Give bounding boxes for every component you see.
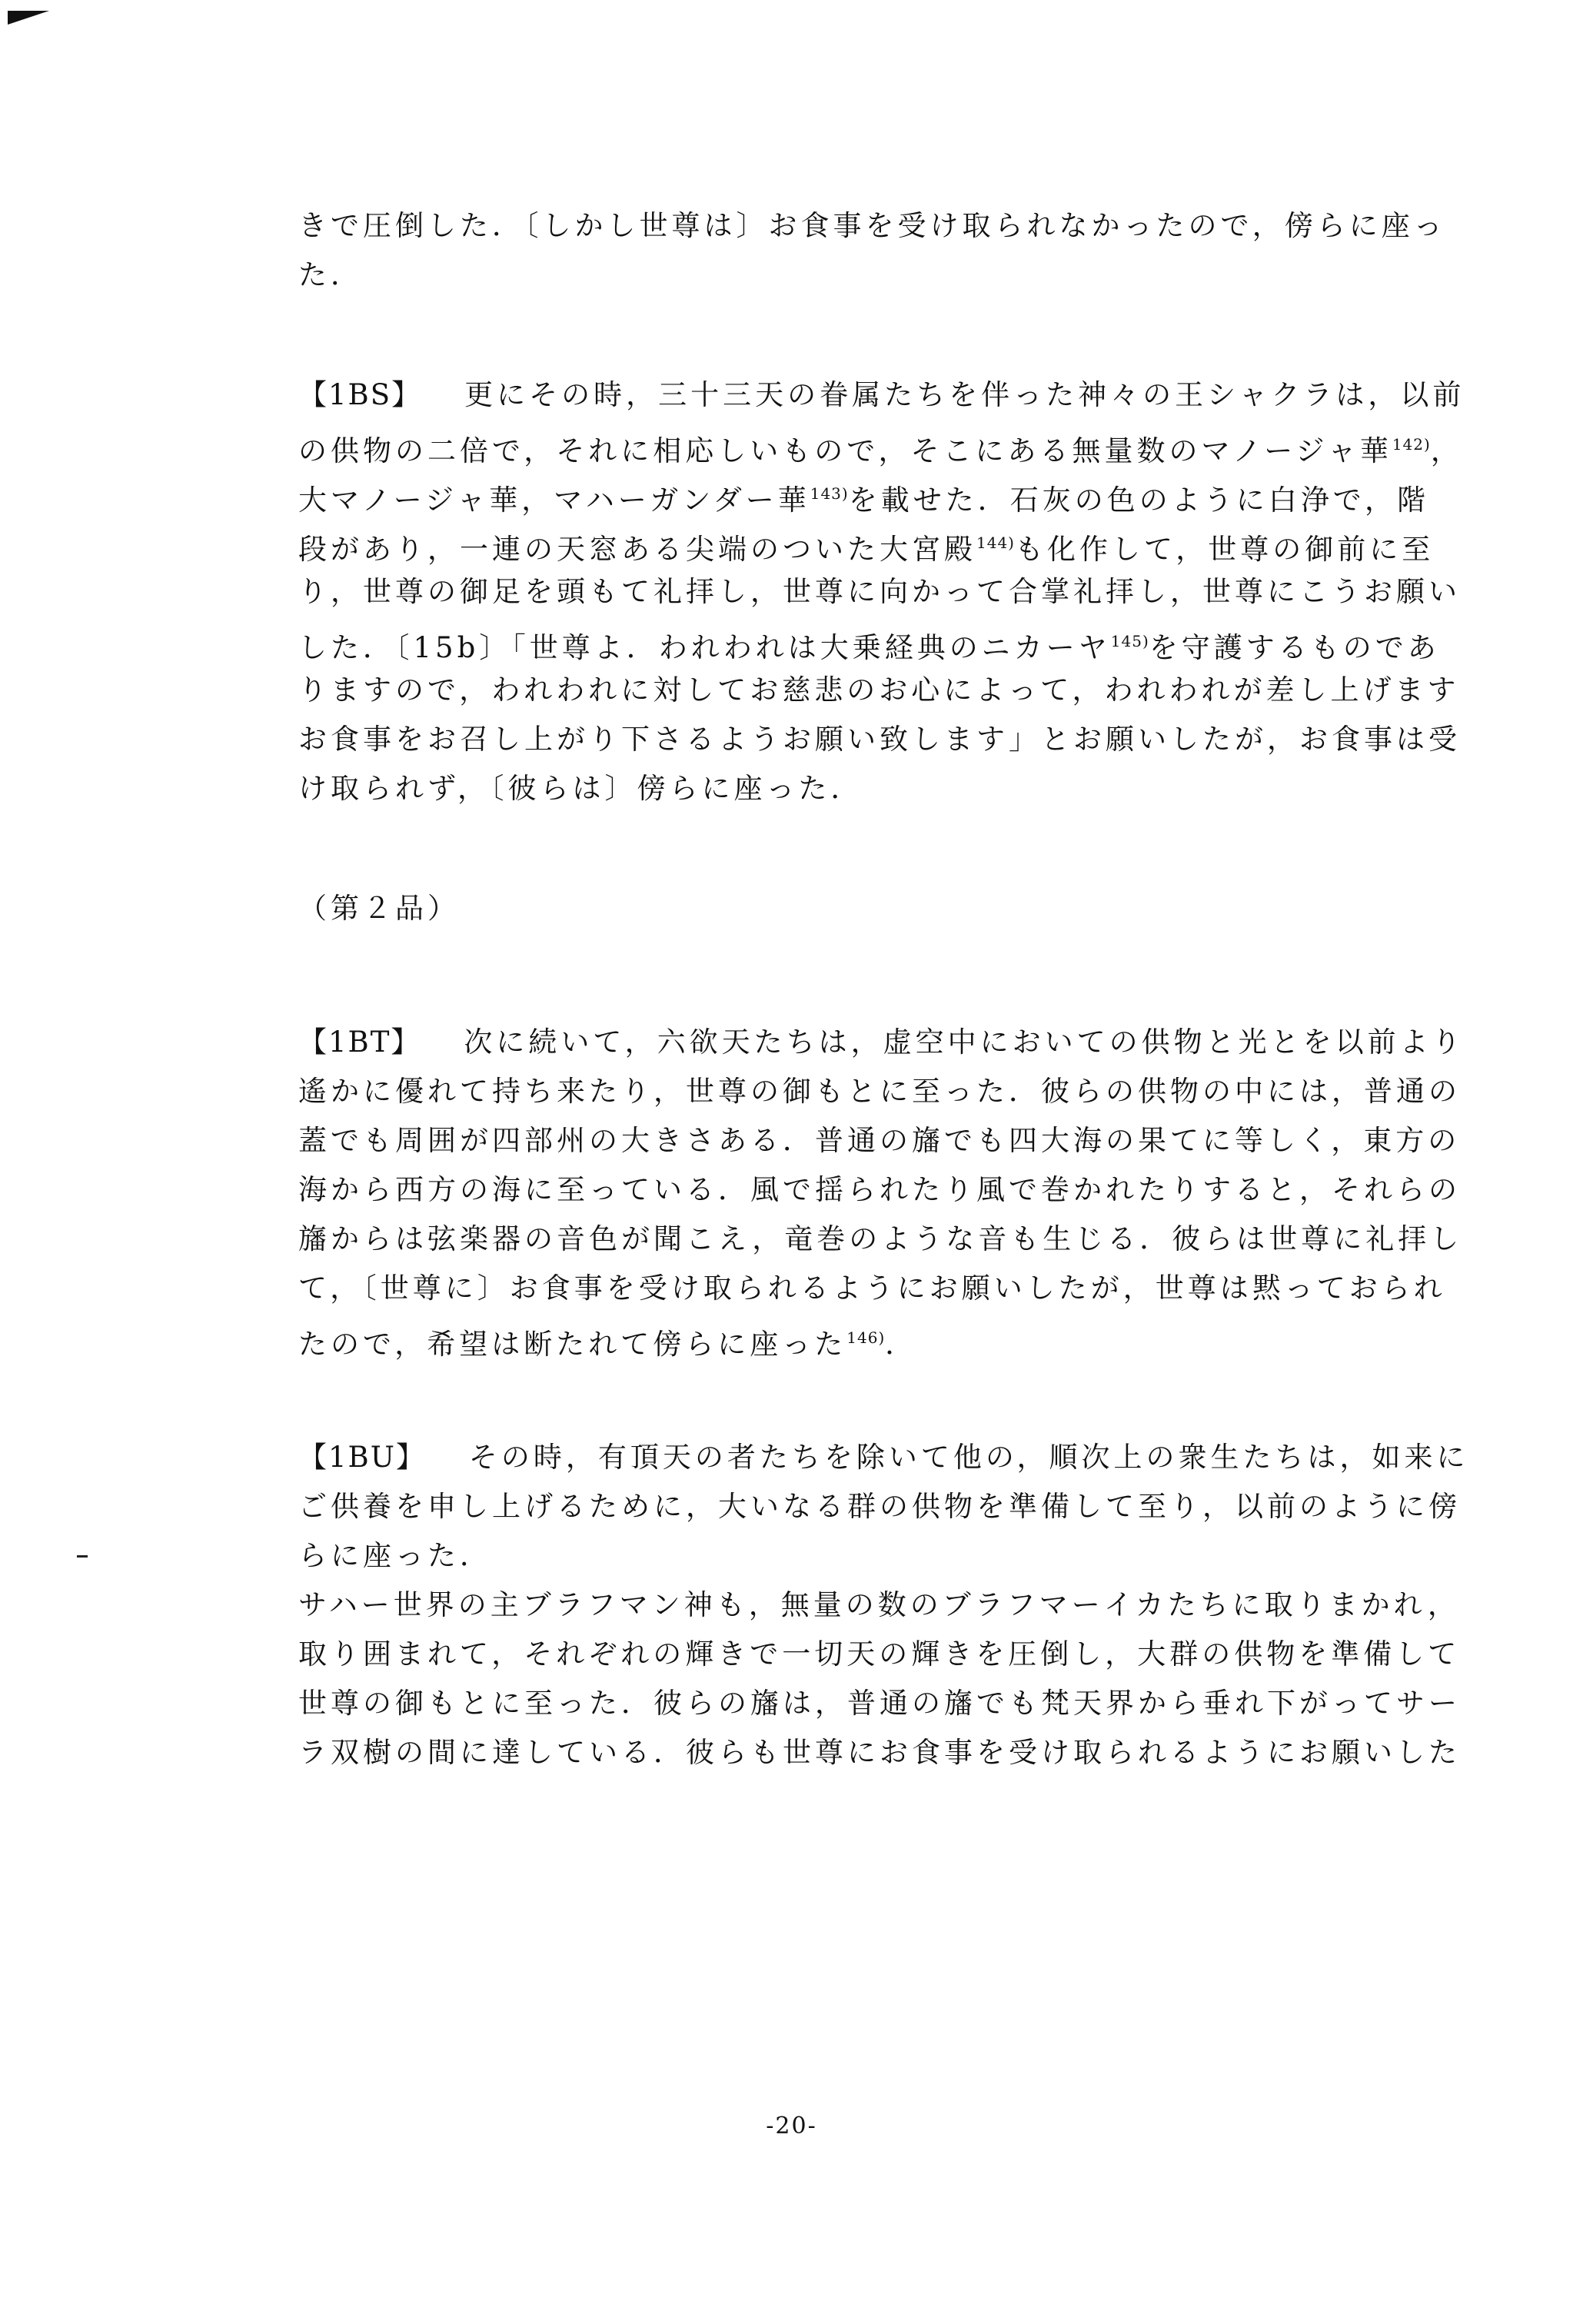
paragraph-gap	[298, 813, 1482, 884]
text-line: 海から西方の海に至っている．風で揺られたり風で巻かれたりすると，それらの	[298, 1173, 1461, 1206]
footnote-ref: 146)	[846, 1328, 886, 1347]
paragraph-brahman	[298, 1581, 1482, 1777]
scan-corner-mark	[8, 11, 49, 25]
text-line: て，〔世尊に〕お食事を受け取られるようにお願いしたが，世尊は黙っておられ	[298, 1272, 1446, 1305]
paragraph-id: 【1BT】	[298, 1026, 421, 1059]
text-line: た．	[298, 258, 363, 291]
text-line: サハー世界の主ブラフマン神も，無量の数のブラフマーイカたちに取りまかれ，	[298, 1588, 1460, 1621]
text-line: 旛からは弦楽器の音色が聞こえ，竜巻のような音も生じる．彼らは世尊に礼拝し	[298, 1222, 1463, 1255]
text-line: ラ双樹の間に達している．彼らも世尊にお食事を受け取られるようにお願いした	[298, 1736, 1461, 1769]
text-line: 取り囲まれて，それぞれの輝きで一切天の輝きを圧倒し，大群の供物を準備して	[298, 1637, 1461, 1671]
text-line: 大マノージャ華，マハーガンダー華$^{143)}$を載せた．石灰の色のように白浄で，階	[298, 484, 1429, 517]
text-line: 世尊の御もとに至った．彼らの旛は，普通の旛でも梵天界から垂れ下がってサー	[298, 1687, 1461, 1720]
text-line: たので，希望は断たれて傍らに座った$^{146)}$．	[298, 1328, 918, 1361]
text-line: 遙かに優れて持ち来たり，世尊の御もとに至った．彼らの供物の中には，普通の	[298, 1075, 1461, 1108]
text-line: お食事をお召し上がり下さるようお願い致します」とお願いしたが，お食事は受	[298, 723, 1461, 756]
footnote-ref: 145)	[1110, 632, 1149, 650]
footnote-ref: 143)	[810, 484, 849, 503]
text-line: 段があり，一連の天窓ある尖端のついた大宮殿$^{144)}$も化作して，世尊の御前に至	[298, 533, 1435, 566]
text-line: ご供養を申し上げるために，大いなる群の供物を準備して至り，以前のように傍	[298, 1490, 1461, 1523]
text-line: きで圧倒した．〔しかし世尊は〕お食事を受け取られなかったので，傍らに座っ	[298, 209, 1446, 242]
section-heading: （第２品）	[298, 892, 460, 925]
text-line: の供物の二倍で，それに相応しいもので，そこにある無量数のマノージャ華$^{142)}$，	[298, 434, 1463, 467]
scan-speck	[77, 1555, 88, 1558]
text-line: らに座った．	[298, 1539, 492, 1572]
paragraph-1bs	[298, 371, 1482, 813]
paragraph-gap	[298, 300, 1482, 371]
page-body	[298, 201, 1482, 1777]
text-line: した．〔15b〕「世尊よ．われわれは大乗経典のニカーヤ$^{145)}$を守護するものであ	[298, 631, 1440, 664]
paragraph-1bt	[298, 1018, 1482, 1362]
text-line: 【1BT】 次に続いて，六欲天たちは，虚空中においての供物と光とを以前より	[298, 1026, 1465, 1059]
text-line: 【1BS】 更にその時，三十三天の眷属たちを伴った神々の王シャクラは，以前	[298, 378, 1465, 411]
footnote-ref: 142)	[1392, 435, 1431, 454]
paragraph-gap	[298, 1362, 1482, 1433]
text-line: りますので，われわれに対してお慈悲のお心によって，われわれが差し上げます	[298, 673, 1460, 707]
text-line: け取られず，〔彼らは〕傍らに座った．	[298, 772, 863, 805]
footnote-ref: 144)	[976, 534, 1015, 552]
paragraph-continuation	[298, 201, 1482, 300]
text-line: 蓋でも周囲が四部州の大きさある．普通の旛でも四大海の果てに等しく，東方の	[298, 1124, 1461, 1157]
paragraph-1bu	[298, 1433, 1482, 1581]
paragraph-id: 【1BS】	[298, 378, 422, 411]
text-line: り，世尊の御足を頭もて礼拝し，世尊に向かって合掌礼拝し，世尊にこうお願い	[298, 575, 1461, 608]
text-line: 【1BU】 その時，有頂天の者たちを除いて他の，順次上の衆生たちは，如来に	[298, 1441, 1469, 1474]
paragraph-id: 【1BU】	[298, 1441, 426, 1474]
page-number: -20-	[766, 2113, 817, 2139]
paragraph-gap	[298, 933, 1482, 1018]
